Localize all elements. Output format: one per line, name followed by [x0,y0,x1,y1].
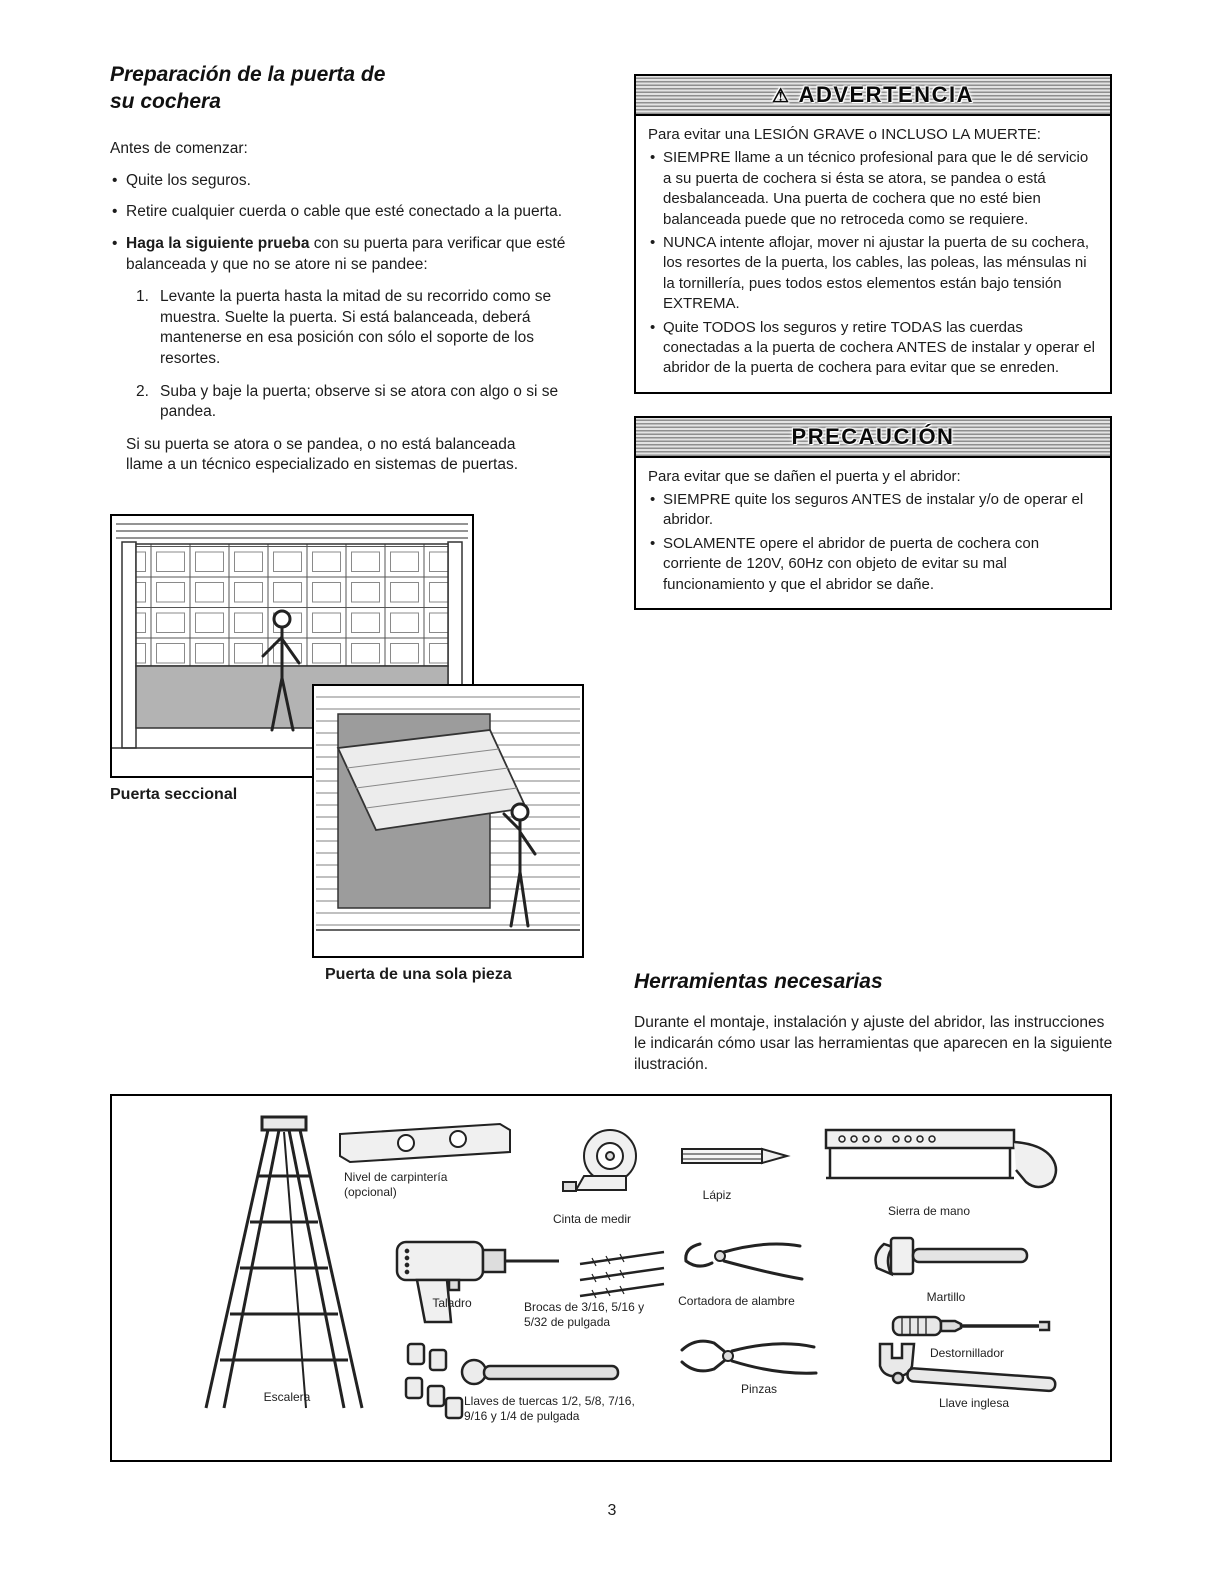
warning-intro: Para evitar una LESIÓN GRAVE o INCLUSO LA MUERTE: [648,126,1041,143]
socket-wrench-label: Llaves de tuercas 1/2, 5/8, 7/16, 9/16 y 1/4 de pulgada [464,1394,635,1423]
bullet-text: Retire cualquier cuerda o cable que esté conectado a la puerta. [126,203,563,221]
pliers-illustration [672,1324,822,1386]
tools-section-intro: Durante el montaje, instalación y ajuste del abridor, las instrucciones le indicarán cómo usar las herramientas que aparecen en la siguiente ilustración. [634,1014,1113,1074]
step-text: Suba y baje la puerta; observe si se atora con algo o si se pandea. [160,382,559,421]
warning-header [636,76,1110,116]
left-column [110,62,582,476]
caution-list [648,490,1098,595]
drill-bits-illustration [572,1246,672,1304]
list-item: • SIEMPRE llame a un técnico profesional para que le dé servicio a su puerta de cochera si ésta se atora, se pandea o está desbalanceada. Una puerta de cochera que no esté bien balanceada puede que no retroceda como se requiere. [648,148,1098,230]
adjustable-wrench-label: Llave inglesa [938,1396,1010,1410]
caution-body [636,458,1110,608]
level-label: Nivel de carpintería (opcional) [344,1170,448,1199]
step-item [136,287,582,369]
tools-illustration-box [110,1094,1112,1462]
list-item: • Quite TODOS los seguros y retire TODAS las cuerdas conectadas a la puerta de cochera ANTES de instalar y operar el abridor de la puerta de cochera para evitar que se enreden. [648,318,1098,379]
preparation-bullet-list [110,171,582,423]
drill-bits-label: Brocas de 3/16, 5/16 y 5/32 de pulgada [524,1300,645,1329]
bullet-text-bold: Haga la siguiente prueba [126,234,310,252]
caution-intro: Para evitar que se dañen el puerta y el abridor: [648,467,961,485]
step-item [136,382,582,423]
warning-title-text: ADVERTENCIA [798,82,974,107]
closing-note: Si su puerta se atora o se pandea, o no está balanceada llame a un técnico especializado en sistemas de puertas. [126,435,519,474]
hacksaw-label: Sierra de mano [887,1204,971,1218]
wire-cutter-illustration [672,1228,807,1292]
caution-title: PRECAUCIÓN [791,423,955,449]
sectional-door-caption: Puerta seccional [110,786,238,803]
level-illustration [334,1118,516,1170]
tape-measure-label: Cinta de medir [552,1212,632,1226]
pliers-label: Pinzas [740,1382,778,1396]
caution-header [636,418,1110,458]
list-item [110,171,582,192]
wire-cutter-label: Cortadora de alambre [678,1294,795,1308]
page-number: 3 [607,1502,617,1519]
warning-title [772,82,974,108]
list-item: • SOLAMENTE opere el abridor de puerta de cochera con corriente de 120V, 60Hz con objeto de evitar su mal funcionamiento y que el abridor se dañe. [648,534,1098,595]
screwdriver-label: Destornillador [929,1346,1005,1360]
page-title-line2: su cochera [110,89,221,113]
page-title-line1: Preparación de la puerta de [110,63,386,86]
pencil-illustration [677,1142,792,1170]
warning-triangle-icon: ⚠ [772,86,791,107]
list-item [110,234,582,423]
bullet-text: con su puerta para verificar que esté balanceada y que no se atore ni se pandee: [126,234,566,273]
right-column [634,74,1112,610]
page-title [110,62,582,116]
step-number: 1. [136,288,149,306]
one-piece-door-illustration [314,686,582,956]
hammer-label: Martillo [926,1290,966,1304]
list-item: • NUNCA intente aflojar, mover ni ajustar la puerta de su cochera, los resortes de la puerta, los cables, las poleas, las ménsulas ni la tornillería, pues todos estos elementos están bajo tensión EXTREMA. [648,233,1098,315]
step-text: Levante la puerta hasta la mitad de su recorrido como se muestra. Suelte la puerta. Si está balanceada, deberá mantenerse en esa posición con sólo el soporte de los resortes. [160,288,552,368]
warning-list [648,148,1098,378]
bullet-text: Quite los seguros. [126,171,251,189]
list-item [110,202,582,223]
list-item: • SIEMPRE quite los seguros ANTES de instalar y/o de operar el abridor. [648,490,1098,531]
drill-label: Taladro [432,1296,472,1310]
caution-box [634,416,1112,610]
step-number: 2. [136,382,149,400]
warning-box [634,74,1112,394]
tape-measure-illustration [560,1124,652,1210]
tools-section-title: Herramientas necesarias [634,970,883,993]
adjustable-wrench-illustration [860,1338,1064,1398]
one-piece-door-figure [312,684,584,958]
one-piece-door-caption: Puerta de una sola pieza [325,966,512,983]
intro-text: Antes de comenzar: [110,139,248,157]
pencil-label: Lápiz [702,1188,732,1202]
test-steps [136,287,582,423]
ladder-label: Escalera [263,1390,311,1404]
hacksaw-illustration [812,1124,1074,1204]
warning-body [636,116,1110,392]
hammer-illustration [864,1232,1036,1288]
